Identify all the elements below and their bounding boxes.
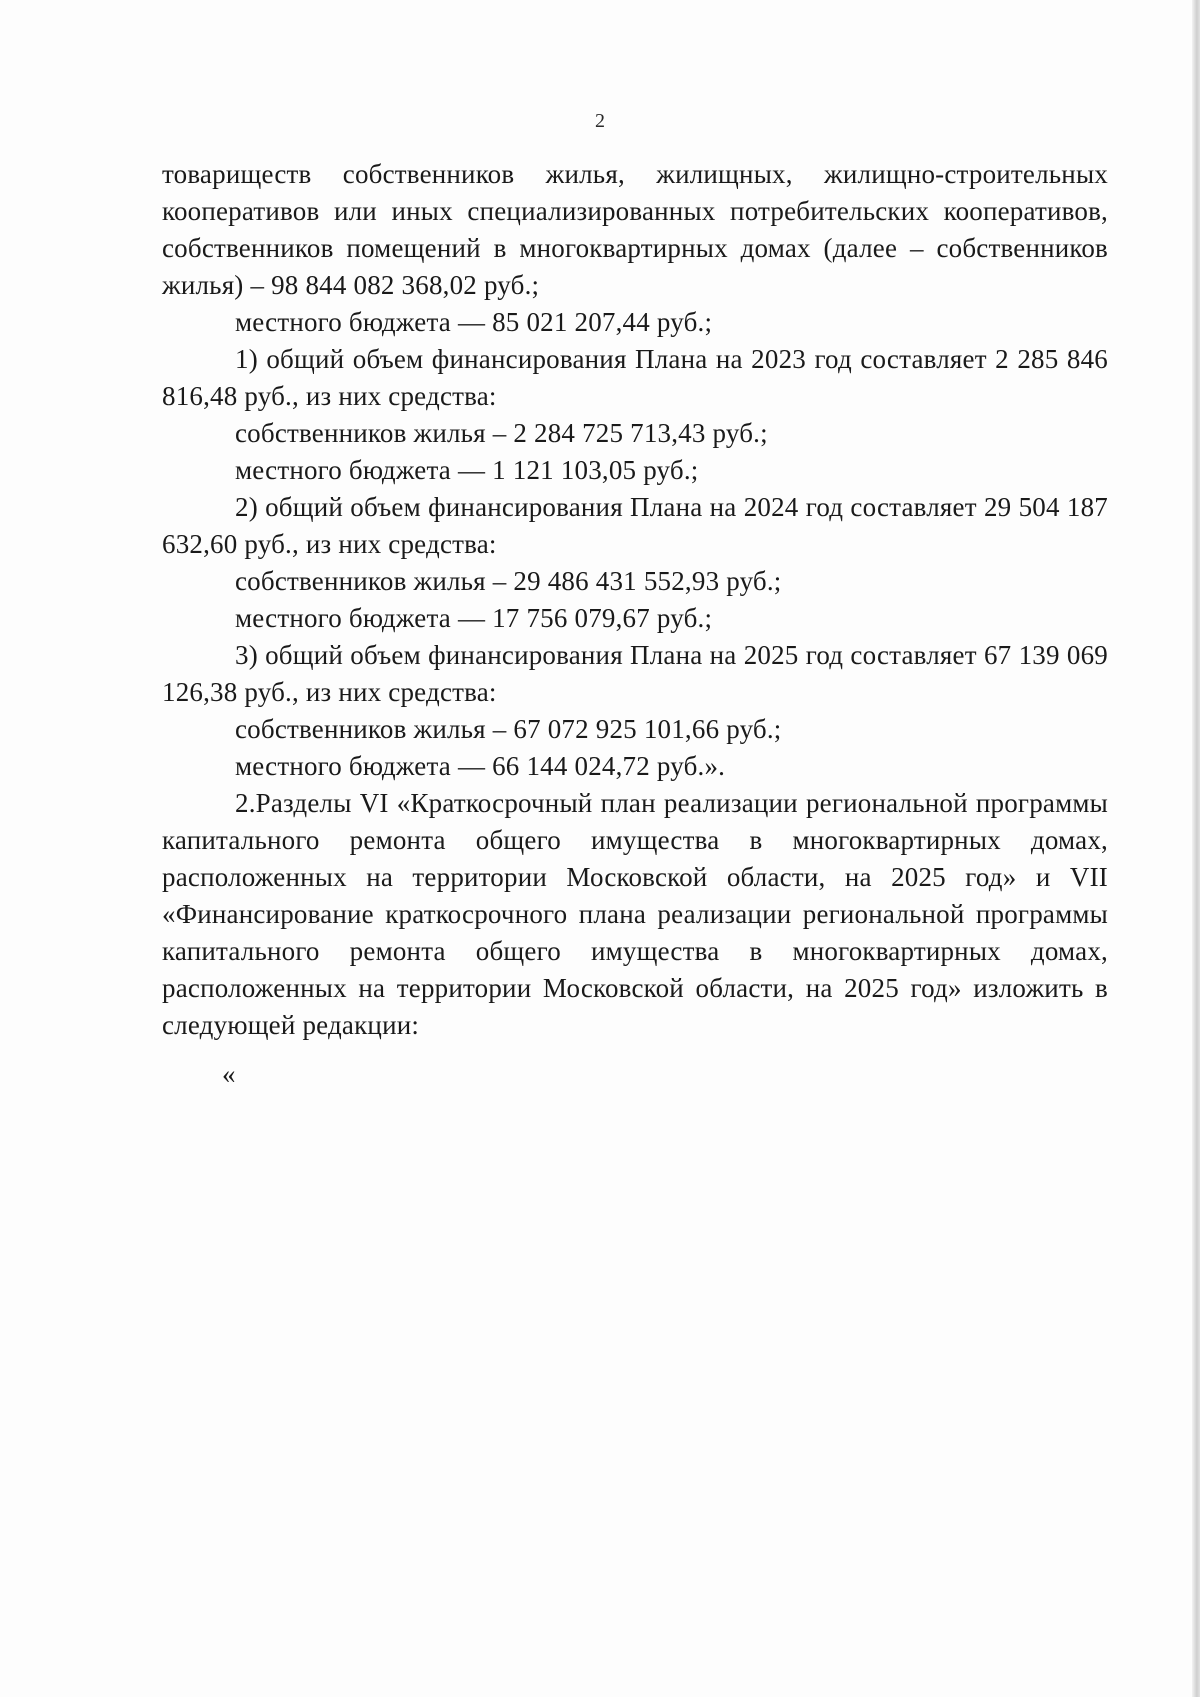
paragraph-2024-owners: собственников жилья – 29 486 431 552,93 руб.;: [235, 566, 782, 596]
paragraph-2025-total: 3) общий объем финансирования Плана на 2025 год составляет 67 139 069 126,38 руб., из них средства:: [162, 640, 1108, 707]
page-number: 2: [595, 110, 605, 132]
paragraph-2025-local-budget: местного бюджета — 66 144 024,72 руб.».: [235, 751, 726, 781]
opening-quote-mark: «: [222, 1059, 236, 1089]
paragraph-2023-owners: собственников жилья – 2 284 725 713,43 руб.;: [235, 418, 768, 448]
paragraph-2025-owners: собственников жилья – 67 072 925 101,66 руб.;: [235, 714, 782, 744]
scan-edge-shadow: [1192, 0, 1200, 1697]
paragraph-2023-total: 1) общий объем финансирования Плана на 2023 год составляет 2 285 846 816,48 руб., из них средства:: [162, 344, 1108, 411]
paragraph-owners-intro: товариществ собственников жилья, жилищных, жилищно-строительных кооперативов или иных специализированных потребительских кооперативов, собственников помещений в многоквартирных домах (далее – собственников жилья) – 98 844 082 368,02 руб.;: [162, 159, 1108, 300]
paragraph-2024-total: 2) общий объем финансирования Плана на 2024 год составляет 29 504 187 632,60 руб., из них средства:: [162, 492, 1108, 559]
document-body: [162, 156, 1108, 1093]
paragraph-2024-local-budget: местного бюджета — 17 756 079,67 руб.;: [235, 603, 713, 633]
paragraph-local-budget-total: местного бюджета — 85 021 207,44 руб.;: [235, 307, 713, 337]
paragraph-sections-amendment: 2.Разделы VI «Краткосрочный план реализации региональной программы капитального ремонта общего имущества в многоквартирных домах, расположенных на территории Московской области, на 2025 год» и VII «Финансирование краткосрочного плана реализации региональной программы капитального ремонта общего имущества в многоквартирных домах, расположенных на территории Московской области, на 2025 год» изложить в следующей редакции:: [162, 788, 1108, 1040]
paragraph-2023-local-budget: местного бюджета — 1 121 103,05 руб.;: [235, 455, 699, 485]
